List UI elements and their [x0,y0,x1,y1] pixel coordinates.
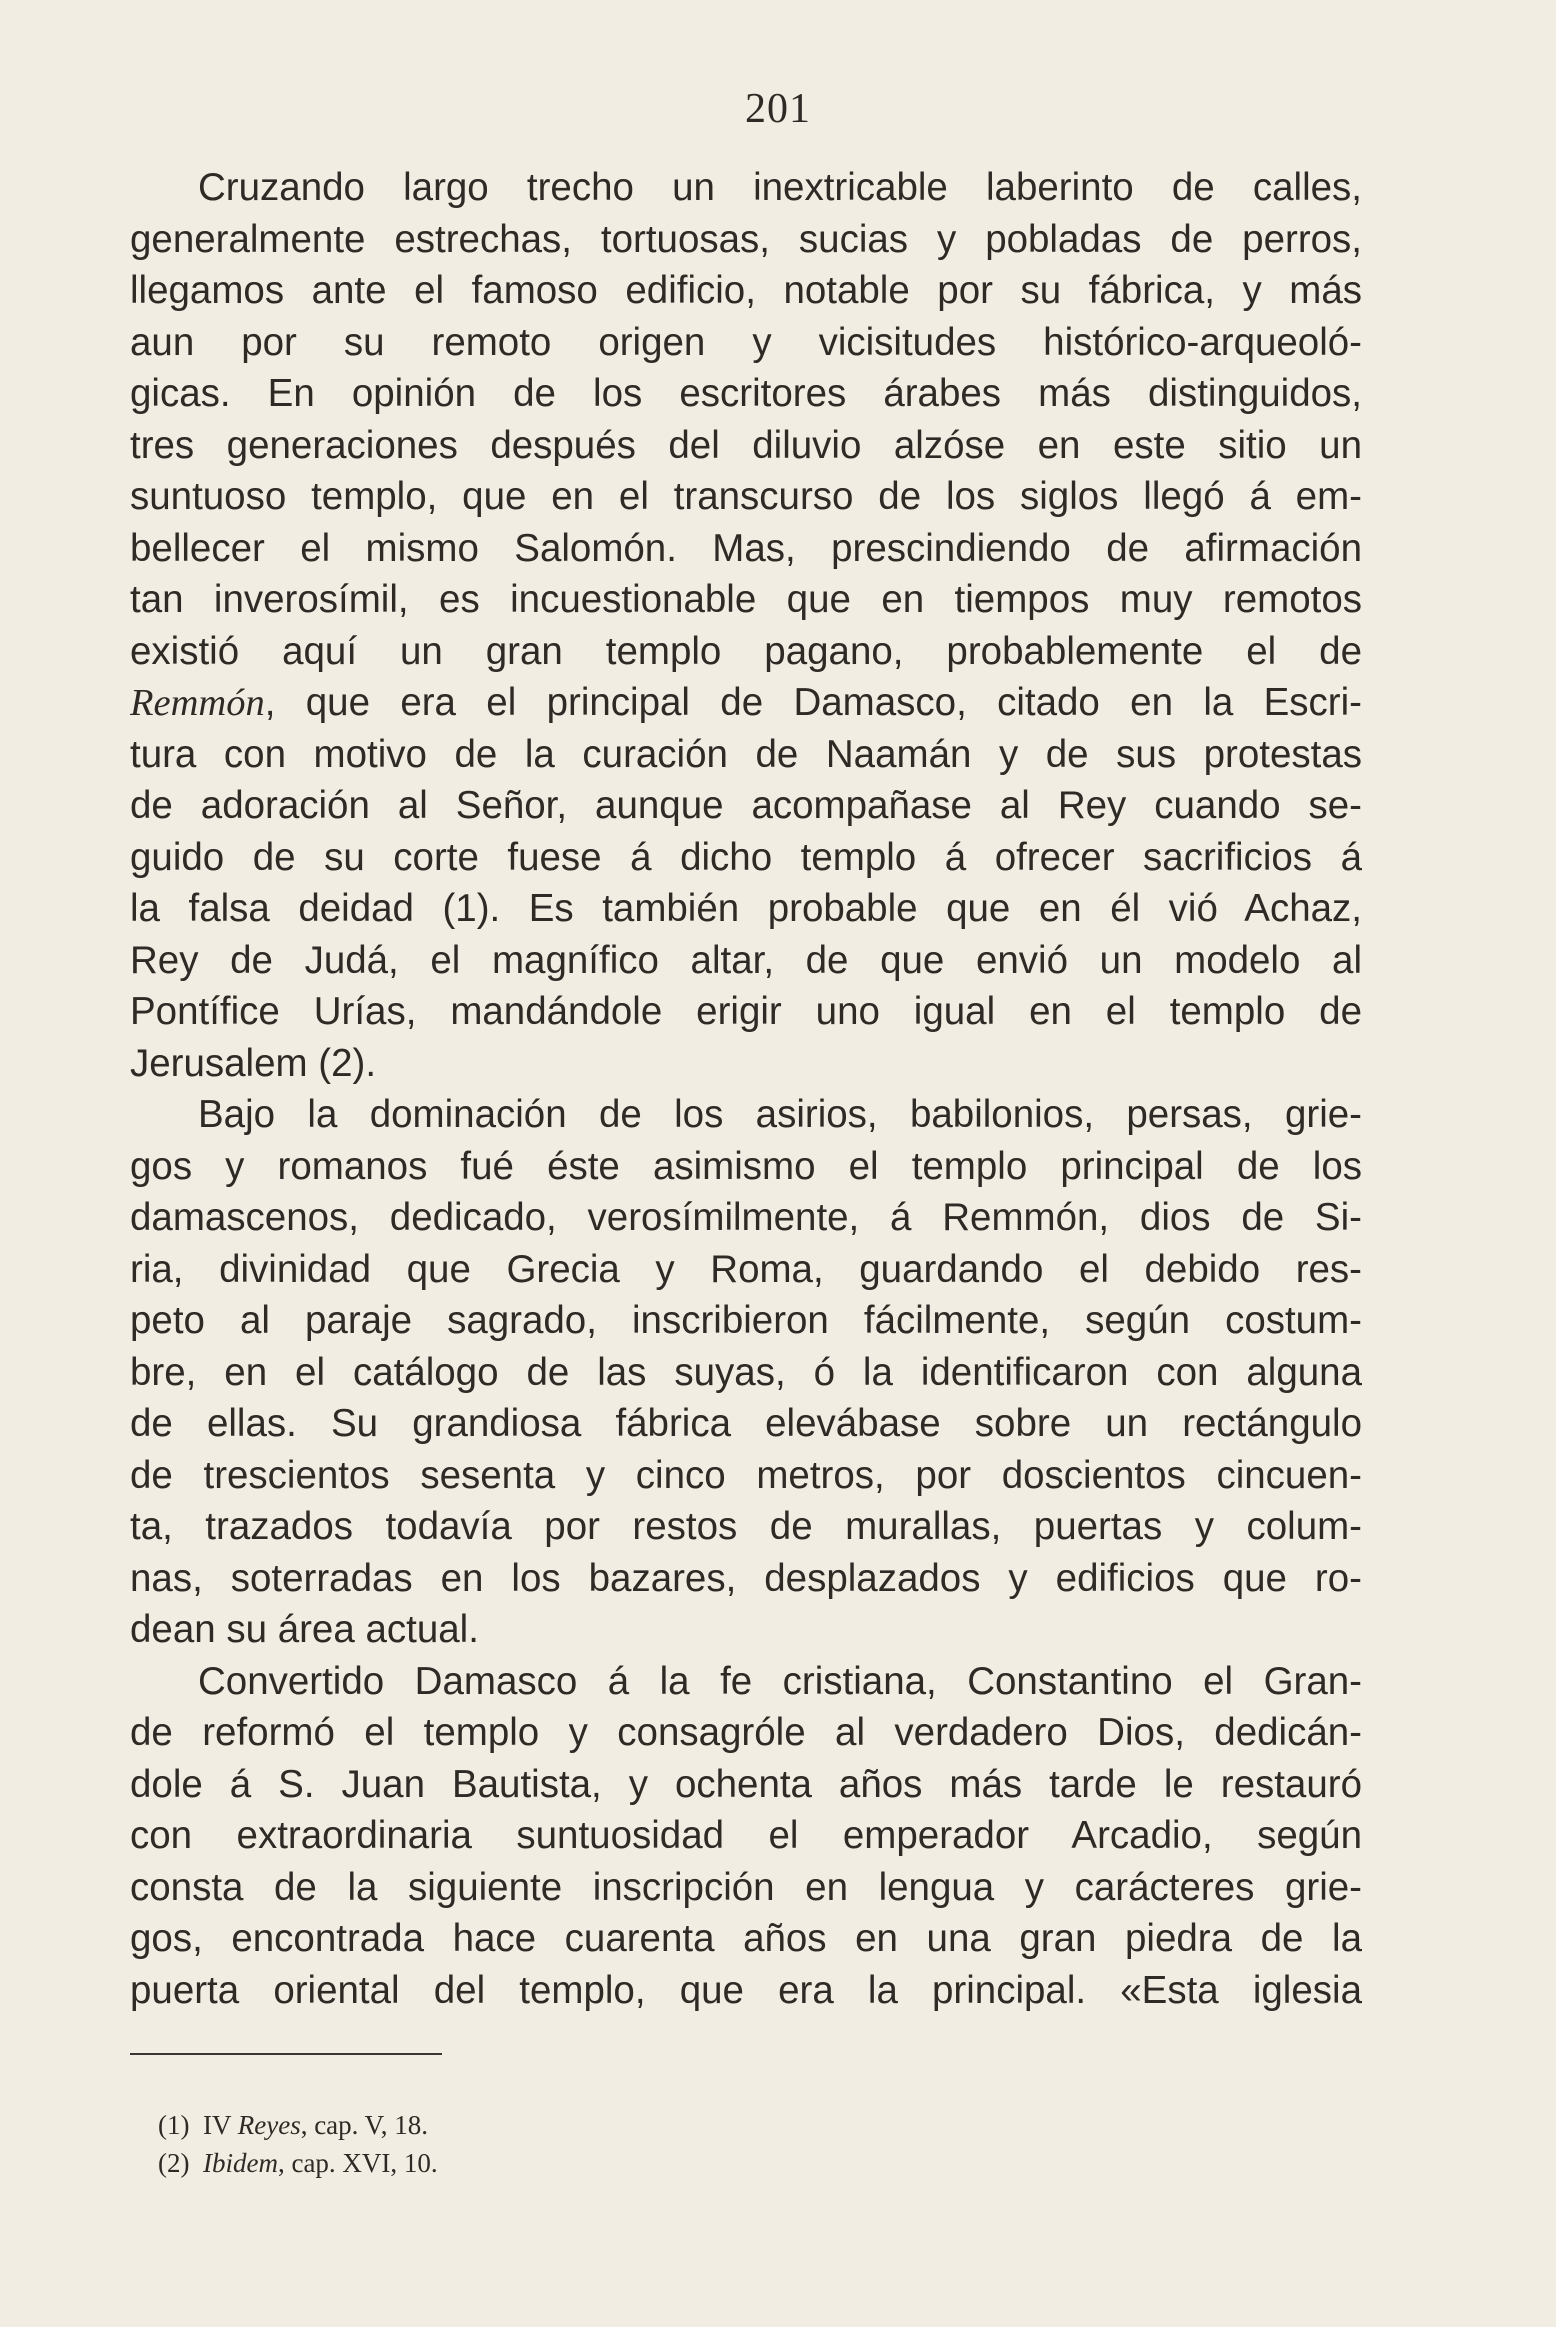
line-text: Cruzando largo trecho un inextricable laberinto de calles, [198,166,1362,209]
text-line [130,1398,1362,1450]
text-line [130,162,1362,214]
line-text: de trescientos sesenta y cinco metros, por doscientos cincuen- [130,1453,1362,1497]
text-line [130,1295,1362,1347]
text-line [130,729,1362,781]
line-text: Rey de Judá, el magnífico altar, de que envió un modelo al [130,938,1362,982]
text-line [130,1089,1362,1141]
text-line [130,317,1362,369]
line-text: , que era el principal de Damasco, citado en la Escri- [264,681,1362,724]
line-text: tan inverosímil, es incuestionable que en tiempos muy remotos [130,578,1362,621]
line-text: de ellas. Su grandiosa fábrica elevábase sobre un rectángulo [130,1402,1362,1445]
text-line [130,1192,1362,1244]
line-text: puerta oriental del templo, que era la principal. «Esta iglesia [130,1968,1362,2012]
footnote-mark: (2) [158,2148,190,2178]
page-number: 201 [745,86,811,132]
line-text: Jerusalem (2). [130,1041,377,1085]
line-text: con extraordinaria suntuosidad el emperador Arcadio, según [130,1814,1362,1857]
text-line [130,1965,1362,2017]
footnote [158,2144,438,2182]
text-line [130,1450,1362,1502]
line-text: peto al paraje sagrado, inscribieron fácilmente, según costum- [130,1299,1362,1342]
text-line [130,1038,1362,1090]
line-text: generalmente estrechas, tortuosas, sucias y pobladas de perros, [130,217,1362,261]
text-line [130,1707,1362,1759]
line-text: Convertido Damasco á la fe cristiana, Constantino el Gran- [198,1659,1362,1703]
footnote-divider [130,2053,442,2055]
text-line [130,214,1362,266]
line-text: suntuoso templo, que en el transcurso de los siglos llegó á em- [130,475,1362,518]
line-text: tres generaciones después del diluvio alzóse en este sitio un [130,423,1362,467]
footnote-reference: , cap. XVI, 10. [277,2148,438,2178]
text-line [130,1759,1362,1811]
line-text: dole á S. Juan Bautista, y ochenta años más tarde le restauró [130,1762,1362,1806]
text-line [130,1553,1362,1605]
line-text: ta, trazados todavía por restos de murallas, puertas y colum- [130,1505,1362,1548]
body-text [130,162,1362,2016]
italic-term: Remmón [130,682,265,724]
line-text: bre, en el catálogo de las suyas, ó la identificaron con alguna [130,1350,1362,1394]
text-line [130,677,1362,729]
text-line [130,1244,1362,1296]
footnotes [158,2106,438,2182]
footnote [158,2106,438,2144]
text-line [130,471,1362,523]
footnote-reference: , cap. V, 18. [300,2110,428,2140]
line-text: damascenos, dedicado, verosímilmente, á Remmón, dios de Si- [130,1196,1362,1239]
line-text: de reformó el templo y consagróle al verdadero Dios, dedicán- [130,1711,1362,1754]
line-text: gicas. En opinión de los escritores árabes más distinguidos, [130,372,1362,415]
text-line [130,420,1362,472]
line-text: consta de la siguiente inscripción en lengua y carácteres grie- [130,1865,1362,1909]
text-line [130,1913,1362,1965]
line-text: Pontífice Urías, mandándole erigir uno igual en el templo de [130,990,1362,1033]
line-text: de adoración al Señor, aunque acompañase al Rey cuando se- [130,784,1362,827]
line-text: la falsa deidad (1). Es también probable que en él vió Achaz, [130,887,1362,930]
text-line [130,1862,1362,1914]
line-text: bellecer el mismo Salomón. Mas, prescindiendo de afirmación [130,526,1362,570]
line-text: dean su área actual. [130,1608,479,1651]
text-line [130,1656,1362,1708]
text-line [130,986,1362,1038]
line-text: llegamos ante el famoso edificio, notable por su fábrica, y más [130,269,1362,312]
text-line [130,368,1362,420]
text-line [130,935,1362,987]
text-line [130,1347,1362,1399]
text-line [130,780,1362,832]
footnote-mark: (1) [158,2110,190,2140]
footnote-source: Ibidem [202,2148,278,2178]
text-line [130,1141,1362,1193]
line-text: nas, soterradas en los bazares, desplazados y edificios que ro- [130,1556,1362,1600]
text-line [130,1810,1362,1862]
line-text: gos y romanos fué éste asimismo el templo principal de los [130,1144,1362,1188]
text-line [130,1501,1362,1553]
line-text: guido de su corte fuese á dicho templo á ofrecer sacrificios á [130,835,1362,879]
text-line [130,1604,1362,1656]
text-line [130,523,1362,575]
line-text: aun por su remoto origen y vicisitudes histórico-arqueoló- [130,320,1362,364]
line-text: Bajo la dominación de los asirios, babilonios, persas, grie- [198,1093,1362,1136]
line-text: ria, divinidad que Grecia y Roma, guardando el debido res- [130,1247,1362,1291]
line-text: gos, encontrada hace cuarenta años en una gran piedra de la [130,1917,1362,1960]
text-line [130,574,1362,626]
footnote-lead: IV [202,2110,238,2140]
text-line [130,883,1362,935]
text-line [130,832,1362,884]
footnote-source: Reyes [237,2110,301,2140]
line-text: tura con motivo de la curación de Naamán y de sus protestas [130,732,1362,776]
text-line [130,265,1362,317]
line-text: existió aquí un gran templo pagano, probablemente el de [130,629,1362,673]
text-line [130,626,1362,678]
